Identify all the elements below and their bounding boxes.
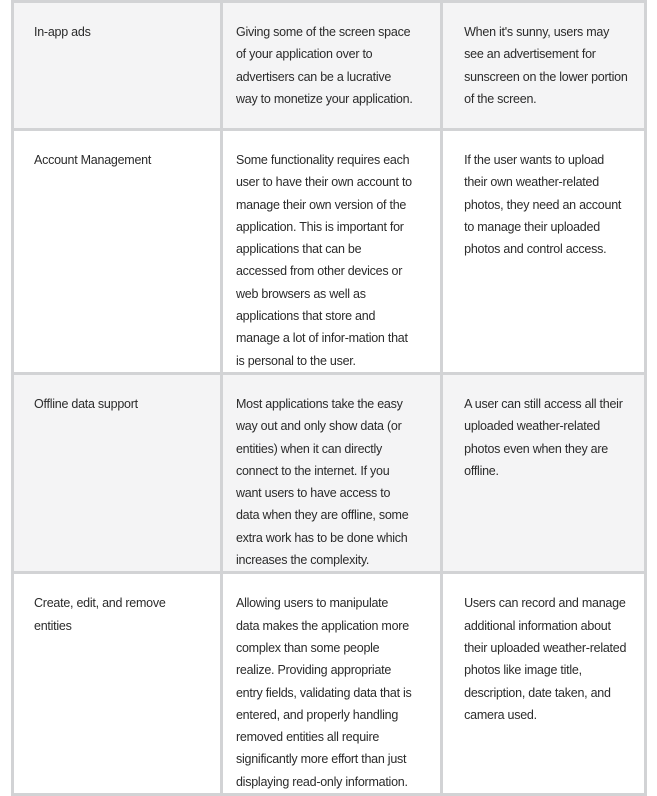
- feature-text: In-app ads: [34, 25, 91, 39]
- table-row: [11, 375, 647, 574]
- description-cell: [223, 131, 443, 375]
- description-text: Allowing users to manipulate data makes the application more complex than some people realize. Providing appropriate entry fields, validating data that is entered, and properly handling removed entities all require significantly more effort than just displaying read-only information.: [235, 596, 412, 789]
- example-cell: [443, 375, 647, 574]
- feature-cell: [11, 131, 223, 375]
- feature-text: Account Management: [34, 153, 152, 167]
- feature-complexity-table: [11, 0, 647, 796]
- table-row: [11, 0, 647, 131]
- example-text: A user can still access all their uploaded weather-related photos even when they are offline.: [464, 396, 623, 478]
- description-cell: [223, 375, 443, 574]
- description-text: Some functionality requires each user to have their own account to manage their own version of the application. This is important for applications that can be accessed from other devices or web browsers as well as applications that store and manage a lot of infor-mation that is personal to the user.: [235, 153, 412, 368]
- feature-text: Create, edit, and remove entities: [34, 596, 166, 633]
- example-text: Users can record and manage additional information about their uploaded weather-related photos like image title, description, date taken, and camera used.: [464, 596, 627, 722]
- feature-table-container: [11, 0, 647, 789]
- example-cell: [443, 574, 647, 796]
- example-cell: [443, 131, 647, 375]
- feature-cell: [11, 574, 223, 796]
- table-row: [11, 574, 647, 796]
- feature-cell: [11, 375, 223, 574]
- feature-text: Offline data support: [34, 396, 138, 411]
- example-text: If the user wants to upload their own weather-related photos, they need an account to manage their uploaded photos and control access.: [464, 153, 622, 257]
- feature-cell: [11, 0, 223, 131]
- description-text: Most applications take the easy way out and only show data (or entities) when it can directly connect to the internet. If you want users to have access to data when they are offline, some extra work has to be done which increases the complexity.: [235, 396, 409, 568]
- description-cell: [223, 0, 443, 131]
- example-cell: [443, 0, 647, 131]
- description-text: Giving some of the screen space of your application over to advertisers can be a lucrative way to monetize your application.: [235, 25, 413, 106]
- description-cell: [223, 574, 443, 796]
- table-row: [11, 131, 647, 375]
- example-text: When it's sunny, users may see an advertisement for sunscreen on the lower portion of the screen.: [464, 25, 628, 106]
